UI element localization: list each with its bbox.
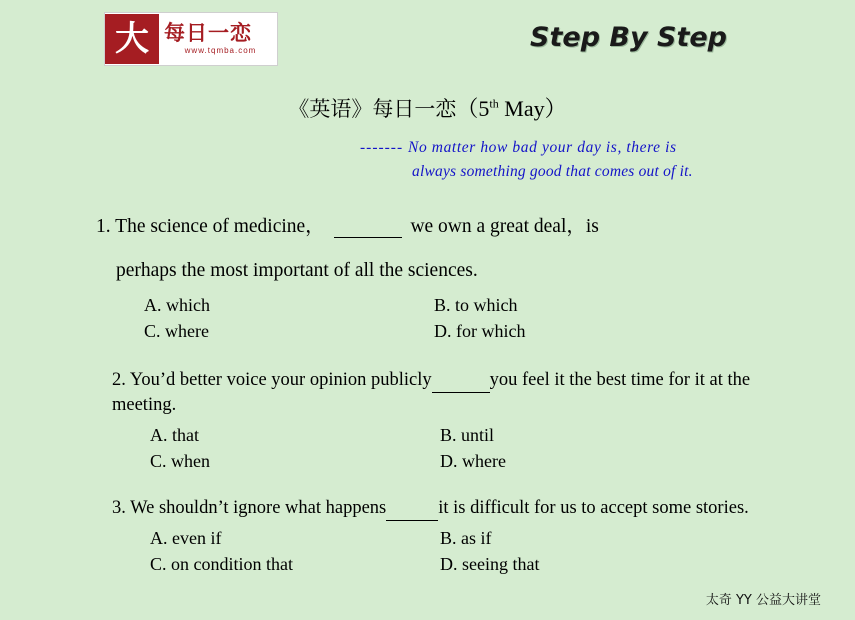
page-title: Step By Step [530, 22, 727, 53]
question-2-option-d[interactable]: D. where [440, 451, 506, 472]
subtitle-date-suffix: May） [498, 96, 567, 121]
question-2-option-a[interactable]: A. that [150, 424, 199, 445]
question-1-option-row-1 [144, 292, 756, 318]
question-1-blank[interactable] [334, 223, 402, 238]
question-1-option-row-2 [144, 318, 756, 344]
logo-url: www.tqmba.com [184, 46, 257, 55]
question-1-option-c[interactable]: C. where [144, 321, 209, 342]
question-2-option-b[interactable]: B. until [440, 424, 495, 445]
question-3 [112, 496, 752, 577]
question-3-stem-before: 3. We shouldn’t ignore what happens [112, 498, 387, 518]
subtitle-date-prefix: （5 [456, 96, 490, 121]
question-3-options [112, 525, 752, 577]
question-3-option-d[interactable]: D. seeing that [440, 554, 540, 575]
question-2-stem-after: you feel it the best time for it at the meeting. [112, 370, 751, 415]
question-2-options [112, 422, 752, 474]
brand-logo [104, 12, 278, 66]
question-1-stem-line-2: perhaps the most important of all the sciences. [116, 260, 478, 281]
question-1-number: 1. [96, 216, 111, 237]
subtitle-chinese: 《英语》每日一恋 [288, 97, 457, 121]
question-2-blank[interactable] [432, 379, 490, 393]
question-2-stem-before: 2. You’d better voice your opinion publicly [112, 370, 432, 390]
daily-quote [360, 136, 760, 184]
question-2-option-c[interactable]: C. when [150, 451, 210, 472]
question-3-option-a[interactable]: A. even if [150, 527, 222, 548]
question-1-option-a[interactable]: A. which [144, 295, 210, 315]
quote-text-1: No matter how bad your day is, there is [408, 139, 677, 156]
logo-text-block [159, 23, 277, 55]
logo-chinese-name: 每日一恋 [164, 21, 252, 45]
question-2-option-row-1 [150, 422, 752, 448]
question-1-stem-line-1 [96, 210, 756, 238]
subtitle-date-ordinal: th [489, 96, 499, 111]
question-2 [112, 368, 752, 474]
question-1-stem-after: we own a great deal，is [410, 216, 599, 237]
quote-line-1 [360, 136, 760, 160]
question-1-stem-before: The science of medicine， [115, 216, 325, 237]
question-1-option-d[interactable]: D. for which [434, 321, 526, 342]
logo-mark-icon [105, 14, 159, 64]
question-1-option-b[interactable]: B. to which [434, 295, 518, 315]
quote-line-2: always something good that comes out of it. [412, 163, 693, 181]
quote-dashes: ------- [360, 139, 409, 156]
question-3-blank[interactable] [386, 507, 438, 521]
question-2-option-row-2 [150, 448, 752, 474]
footer-credit: 太奇 YY 公益大讲堂 [705, 593, 821, 608]
logo-mark-glyph: 大 [115, 19, 149, 59]
subtitle [0, 92, 855, 123]
question-3-option-c[interactable]: C. on condition that [150, 554, 293, 575]
question-3-stem [112, 496, 752, 521]
question-3-option-row-1 [150, 525, 752, 551]
question-3-stem-after: it is difficult for us to accept some stories. [438, 498, 749, 518]
question-3-option-row-2 [150, 551, 752, 577]
question-2-stem [112, 368, 752, 418]
question-1-options [96, 292, 756, 344]
question-3-option-b[interactable]: B. as if [440, 527, 492, 548]
question-1 [96, 210, 756, 344]
